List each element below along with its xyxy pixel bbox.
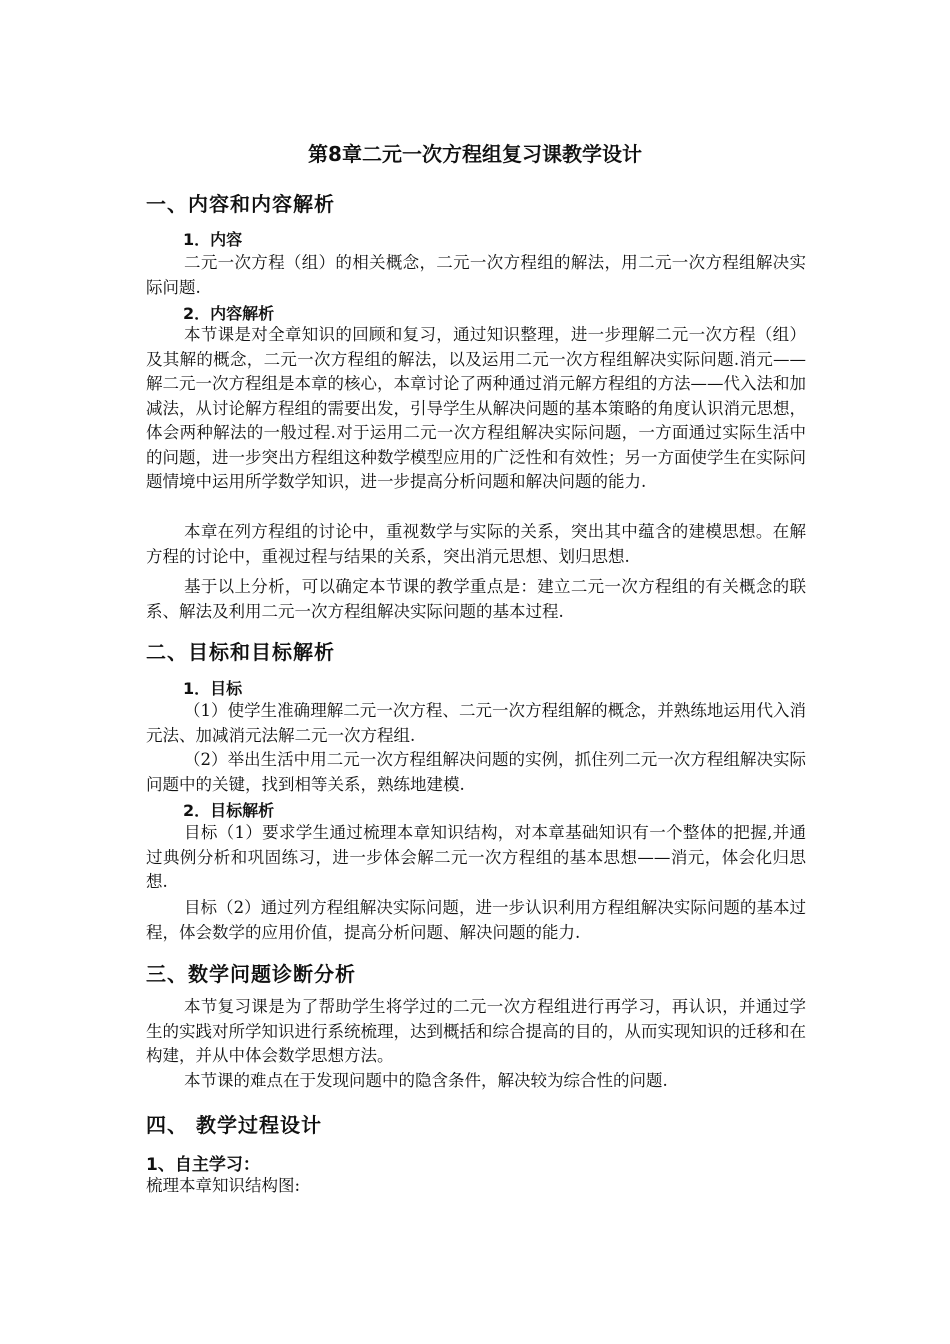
section-2-goal-analysis-1: 目标（1）要求学生通过梳理本章知识结构，对本章基础知识有一个整体的把握,并通过典例分析和巩固练习，进一步体会解二元一次方程组的基本思想——消元，体会化归思想.	[146, 823, 806, 891]
section-3-paragraph-2: 本节课的难点在于发现问题中的隐含条件，解决较为综合性的问题.	[184, 1071, 668, 1090]
section-1-sub-analysis: 2．内容解析	[183, 304, 275, 323]
section-1-analysis-paragraph: 本节课是对全章知识的回顾和复习，通过知识整理，进一步理解二元一次方程（组）及其解的概念，二元一次方程组的解法，以及运用二元一次方程组解决实际问题.消元——解二元一次方程组是本章的核心，本章讨论了两种通过消元解方程组的方法——代入法和加减法，从讨论解方程组的需要出发，引导学生从解决问题的基本策略的角度认识消元思想，体会两种解法的一般过程.对于运用二元一次方程组解决实际问题，一方面通过实际生活中的问题，进一步突出方程组这种数学模型应用的广泛性和有效性；另一方面使学生在实际问题情境中运用所学数学知识，进一步提高分析问题和解决问题的能力.	[146, 325, 806, 491]
section-3-paragraph-1: 本节复习课是为了帮助学生将学过的二元一次方程组进行再学习，再认识，并通过学生的实践对所学知识进行系统梳理，达到概括和综合提高的目的，从而实现知识的迁移和在构建，并从中体会数学思想方法。	[146, 997, 806, 1065]
section-2-sub-goal-analysis: 2．目标解析	[183, 801, 275, 820]
section-3-heading: 三、数学问题诊断分析	[146, 962, 356, 986]
section-4-sub-self-study: 1、自主学习：	[146, 1155, 260, 1175]
section-2-heading: 二、目标和目标解析	[146, 640, 335, 664]
section-1-key-point-paragraph: 基于以上分析，可以确定本节课的教学重点是：建立二元一次方程组的有关概念的联系、解法及利用二元一次方程组解决实际问题的基本过程.	[146, 577, 806, 621]
section-1-content-paragraph: 二元一次方程（组）的相关概念，二元一次方程组的解法，用二元一次方程组解决实际问题.	[146, 253, 806, 297]
section-2-goal-analysis-2: 目标（2）通过列方程组解决实际问题，进一步认识利用方程组解决实际问题的基本过程，体会数学的应用价值，提高分析问题、解决问题的能力.	[146, 898, 806, 942]
section-4-knowledge-map-line: 梳理本章知识结构图:	[146, 1176, 301, 1195]
section-1-heading: 一、内容和内容解析	[146, 192, 335, 216]
page-title: 第8章二元一次方程组复习课教学设计	[308, 142, 642, 166]
section-2-goal-2: （2）举出生活中用二元一次方程组解决问题的实例，抓住列二元一次方程组解决实际问题中的关键，找到相等关系，熟练地建模.	[146, 750, 806, 794]
section-2-goal-1: （1）使学生准确理解二元一次方程、二元一次方程组解的概念，并熟练地运用代入消元法、加减消元法解二元一次方程组.	[146, 701, 806, 745]
section-4-heading: 四、 教学过程设计	[146, 1113, 322, 1137]
section-1-sub-content: 1．内容	[183, 230, 243, 249]
section-2-sub-goals: 1．目标	[183, 679, 243, 698]
section-1-modeling-paragraph: 本章在列方程组的讨论中，重视数学与实际的关系，突出其中蕴含的建模思想。在解方程的讨论中，重视过程与结果的关系，突出消元思想、划归思想.	[146, 522, 806, 566]
